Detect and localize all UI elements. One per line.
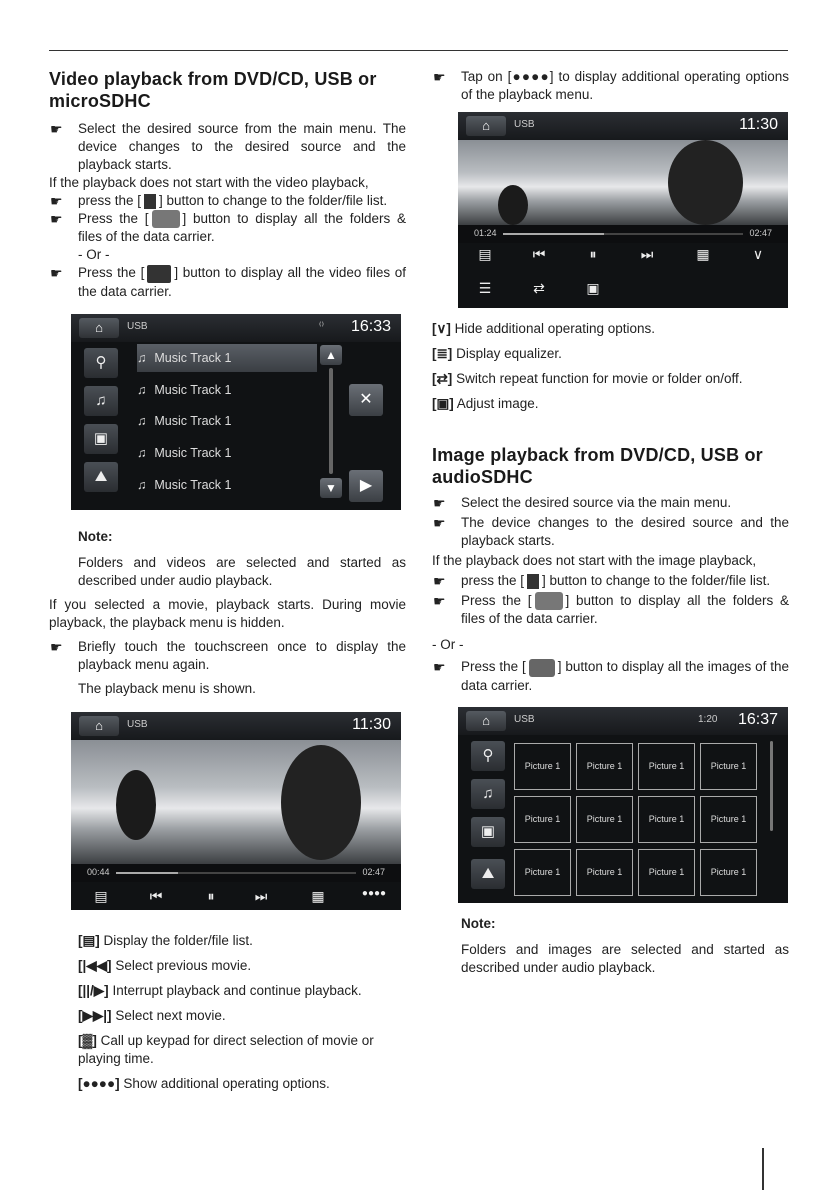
- track-title: Music Track 1: [154, 413, 232, 428]
- image-icon: [529, 659, 555, 677]
- picture-thumbnail[interactable]: Picture 1: [700, 743, 757, 790]
- bullet-device-changes: [432, 514, 789, 550]
- bullet-all-folders: [49, 210, 406, 246]
- status-bar: [71, 314, 401, 342]
- bullet-text: Press the [: [461, 593, 532, 608]
- hand-pointer-icon: ☛: [433, 573, 446, 589]
- hand-pointer-icon: ☛: [433, 515, 446, 531]
- legend-item: [403, 395, 789, 413]
- close-icon[interactable]: ✕: [349, 384, 383, 416]
- source-label: USB: [514, 713, 535, 725]
- legend-text: Adjust image.: [456, 396, 539, 411]
- bullet-text: The device changes to the desired source and the playback starts.: [461, 515, 789, 548]
- image-icon[interactable]: ⛰: [471, 859, 505, 889]
- play-icon[interactable]: ▶: [349, 470, 383, 502]
- source-label: USB: [514, 119, 535, 130]
- legend-item: [403, 320, 789, 338]
- more-options-icon[interactable]: ●●●●: [361, 887, 387, 899]
- video-playback-heading: Video playback from DVD/CD, USB or microSDHC: [49, 69, 377, 111]
- paragraph-no-image: If the playback does not start with the image playback,: [432, 553, 757, 568]
- next-icon[interactable]: ⏭: [254, 887, 268, 904]
- hand-pointer-icon: ☛: [50, 265, 63, 282]
- home-icon[interactable]: ⌂: [466, 116, 506, 136]
- hand-pointer-icon: ☛: [50, 638, 63, 655]
- legend-item: [49, 1075, 406, 1093]
- search-files-icon: [535, 592, 563, 610]
- scroll-down-button[interactable]: ▼: [320, 478, 342, 498]
- legend-text: Display the folder/file list.: [103, 932, 253, 948]
- bullet-tap-more: [432, 68, 789, 104]
- picture-thumbnail[interactable]: Picture 1: [638, 743, 695, 790]
- track-title: Music Track 1: [154, 350, 232, 365]
- music-note-icon: ♫: [137, 382, 147, 397]
- picture-thumbnail[interactable]: Picture 1: [576, 849, 633, 896]
- legend-key: [▣]: [432, 396, 454, 411]
- note-text: Folders and videos are selected and started as described under audio playback.: [78, 554, 406, 588]
- bullet-touch-screen: [49, 638, 406, 674]
- next-icon[interactable]: ⏭: [640, 246, 654, 262]
- legend-item: [49, 932, 406, 950]
- or-separator: - Or -: [432, 637, 464, 653]
- search-icon[interactable]: ⚲: [471, 741, 505, 771]
- status-bar: [458, 707, 788, 735]
- bullet-all-folders-2: [432, 592, 789, 628]
- signal-indicator: ⁽⁾: [319, 320, 324, 332]
- legend-text: Interrupt playback and continue playback.: [112, 982, 362, 998]
- total-time: 02:47: [362, 866, 385, 877]
- legend-key: [⇄]: [432, 371, 453, 386]
- hand-pointer-icon: ☛: [50, 211, 63, 227]
- picture-thumbnail[interactable]: Picture 1: [700, 849, 757, 896]
- bullet-text: Tap on [●●●●] to display additional operating options of the playback menu.: [461, 69, 789, 102]
- hand-pointer-icon: ☛: [433, 659, 446, 676]
- bullet-text: Select the desired source from the main menu. The device changes to the desired source and the playback starts.: [78, 121, 406, 172]
- home-icon[interactable]: ⌂: [79, 716, 119, 736]
- legend-key: [▓]: [78, 1032, 97, 1048]
- video-figure: [281, 745, 361, 860]
- bullet-text: Press the [: [78, 265, 145, 281]
- folder-list-icon: [527, 574, 539, 589]
- total-time: 02:47: [749, 228, 772, 238]
- legend-item: [403, 345, 789, 363]
- keypad-icon[interactable]: ▦: [696, 246, 710, 262]
- elapsed-time: 01:24: [474, 228, 497, 238]
- bullet-text: ] button to display all the video files of the data carrier.: [78, 265, 406, 299]
- left-legend: [49, 932, 406, 1093]
- video-figure: [116, 770, 156, 840]
- legend-key: [≣]: [432, 346, 453, 361]
- bullet-text: Briefly touch the touchscreen once to display the playback menu again.: [78, 638, 406, 672]
- clock: 11:30: [739, 116, 778, 133]
- hand-pointer-icon: ☛: [433, 69, 446, 85]
- status-bar: [458, 112, 788, 140]
- adjust-image-icon[interactable]: ▣: [586, 280, 600, 296]
- legend-text: Call up keypad for direct selection of movie or playing time.: [78, 1032, 374, 1066]
- music-note-icon: ♫: [137, 350, 147, 365]
- hide-options-icon[interactable]: ∨: [752, 246, 764, 262]
- clapper-icon: [147, 265, 171, 283]
- list-item[interactable]: [137, 471, 317, 499]
- bullet-text: Press the [: [78, 211, 149, 226]
- or-separator: - Or -: [78, 247, 110, 263]
- previous-icon[interactable]: ⏮: [149, 887, 163, 904]
- mini-time: 1:20: [698, 713, 718, 725]
- search-icon[interactable]: ⚲: [84, 348, 118, 378]
- folder-list-icon[interactable]: ▤: [478, 246, 492, 262]
- home-icon[interactable]: ⌂: [79, 318, 119, 338]
- hand-pointer-icon: ☛: [50, 193, 63, 209]
- video-frame[interactable]: [71, 740, 401, 864]
- image-icon[interactable]: ⛰: [84, 462, 118, 492]
- note-text-2: Folders and images are selected and started as described under audio playback.: [461, 941, 789, 975]
- bullet-text: ] button to display all the folders & files of the data carrier.: [78, 211, 406, 245]
- top-rule: [49, 50, 788, 51]
- folder-list-icon: [144, 194, 156, 209]
- elapsed-time: 00:44: [87, 866, 110, 877]
- clock: 16:33: [350, 317, 391, 335]
- bullet-text: press the [: [78, 193, 142, 208]
- picture-thumbnail[interactable]: Picture 1: [576, 743, 633, 790]
- right-column: [432, 68, 789, 977]
- picture-thumbnail[interactable]: Picture 1: [514, 796, 571, 843]
- bullet-folder-list-2: [432, 572, 789, 590]
- bullet-text: ] button to display all the folders & files of the data carrier.: [461, 593, 789, 627]
- picture-thumbnail[interactable]: Picture 1: [638, 849, 695, 896]
- hand-pointer-icon: ☛: [50, 121, 63, 137]
- music-note-icon: ♫: [137, 477, 147, 492]
- paragraph-menu-shown: The playback menu is shown.: [78, 680, 256, 696]
- source-label: USB: [127, 320, 148, 332]
- list-item[interactable]: [137, 376, 317, 404]
- right-legend: [403, 320, 789, 413]
- track-list-screenshot: [71, 314, 401, 510]
- bullet-video-files: [49, 264, 406, 300]
- video-figure: [498, 185, 528, 225]
- paragraph-movie-playback: If you selected a movie, playback starts. During movie playback, the playback menu is hidden.: [49, 596, 406, 630]
- legend-key: [|◀◀]: [78, 957, 112, 973]
- search-files-icon: [152, 210, 180, 228]
- video-playback-screenshot: [71, 712, 401, 910]
- list-item[interactable]: [137, 344, 317, 372]
- previous-icon[interactable]: ⏮: [532, 246, 546, 262]
- bullet-text: Press the [: [461, 659, 526, 675]
- legend-key: [▤]: [78, 932, 100, 948]
- track-title: Music Track 1: [154, 477, 232, 492]
- legend-text: Select next movie.: [115, 1007, 226, 1023]
- pause-icon[interactable]: ⏸: [589, 246, 597, 262]
- extended-menu-screenshot: [458, 112, 788, 308]
- legend-text: Hide additional operating options.: [454, 321, 656, 336]
- legend-text: Show additional operating options.: [123, 1075, 330, 1091]
- progress-bar[interactable]: [458, 225, 788, 243]
- bullet-select-source: [49, 120, 406, 174]
- picture-thumbnail[interactable]: Picture 1: [514, 743, 571, 790]
- legend-item: [49, 1007, 406, 1025]
- bullet-text: press the [: [461, 573, 525, 588]
- hand-pointer-icon: ☛: [433, 495, 446, 511]
- bullet-text: Select the desired source via the main menu.: [461, 495, 732, 510]
- bullet-text: ] button to change to the folder/file list.: [159, 193, 388, 208]
- scrollbar[interactable]: [329, 368, 333, 474]
- scroll-up-button[interactable]: ▲: [320, 345, 342, 365]
- equalizer-icon[interactable]: ☰: [478, 280, 492, 296]
- bullet-text: ] button to change to the folder/file list.: [542, 573, 771, 588]
- music-note-icon: ♫: [137, 413, 147, 428]
- paragraph-no-video: If the playback does not start with the video playback,: [49, 175, 369, 190]
- progress-bar[interactable]: [71, 864, 401, 882]
- list-item[interactable]: [137, 439, 317, 467]
- video-figure: [668, 140, 743, 225]
- note-title-2: Note:: [461, 915, 496, 931]
- picture-grid-screenshot: [458, 707, 788, 903]
- bullet-folder-list: [49, 192, 406, 210]
- progress-fill: [116, 872, 178, 874]
- repeat-icon[interactable]: ⇄: [533, 280, 545, 296]
- clock: 11:30: [352, 715, 391, 733]
- picture-thumbnail[interactable]: Picture 1: [638, 796, 695, 843]
- progress-fill: [503, 233, 604, 235]
- note-title: Note:: [78, 528, 113, 544]
- legend-text: Select previous movie.: [115, 957, 252, 973]
- legend-text: Display equalizer.: [456, 346, 562, 361]
- music-note-icon[interactable]: ♫: [471, 779, 505, 809]
- left-column: [49, 68, 406, 1100]
- video-icon[interactable]: ▣: [471, 817, 505, 847]
- legend-item: [49, 1032, 406, 1068]
- legend-text: Switch repeat function for movie or folder on/off.: [456, 371, 743, 386]
- picture-thumbnail[interactable]: Picture 1: [576, 796, 633, 843]
- page-corner-rule: [762, 1148, 764, 1190]
- track-title: Music Track 1: [154, 445, 232, 460]
- legend-key: [▶▶|]: [78, 1007, 112, 1023]
- bullet-text: ] button to display all the images of the data carrier.: [461, 659, 790, 693]
- home-icon[interactable]: ⌂: [466, 711, 506, 731]
- pause-icon[interactable]: ⏸: [207, 887, 215, 904]
- legend-key: [||/▶]: [78, 982, 109, 998]
- track-title: Music Track 1: [154, 382, 232, 397]
- folder-list-icon[interactable]: ▤: [94, 887, 108, 904]
- scrollbar[interactable]: [770, 741, 773, 831]
- legend-item: [49, 957, 406, 975]
- keypad-icon[interactable]: ▦: [311, 887, 325, 904]
- status-bar: [71, 712, 401, 740]
- video-icon[interactable]: ▣: [84, 424, 118, 454]
- source-label: USB: [127, 718, 148, 730]
- picture-thumbnail[interactable]: Picture 1: [700, 796, 757, 843]
- picture-thumbnail[interactable]: Picture 1: [514, 849, 571, 896]
- video-frame[interactable]: [458, 140, 788, 225]
- list-item[interactable]: [137, 407, 317, 435]
- legend-item: [403, 370, 789, 388]
- clock: 16:37: [737, 710, 778, 728]
- music-note-icon: ♫: [137, 445, 147, 460]
- bullet-select-source-2: [432, 494, 789, 512]
- legend-key: [∨]: [432, 321, 451, 336]
- legend-item: [49, 982, 406, 1000]
- bullet-image-files: [432, 658, 789, 694]
- hand-pointer-icon: ☛: [433, 593, 446, 609]
- music-note-icon[interactable]: ♫: [84, 386, 118, 416]
- image-playback-heading: Image playback from DVD/CD, USB or audioSDHC: [432, 445, 763, 487]
- legend-key: [●●●●]: [78, 1075, 120, 1091]
